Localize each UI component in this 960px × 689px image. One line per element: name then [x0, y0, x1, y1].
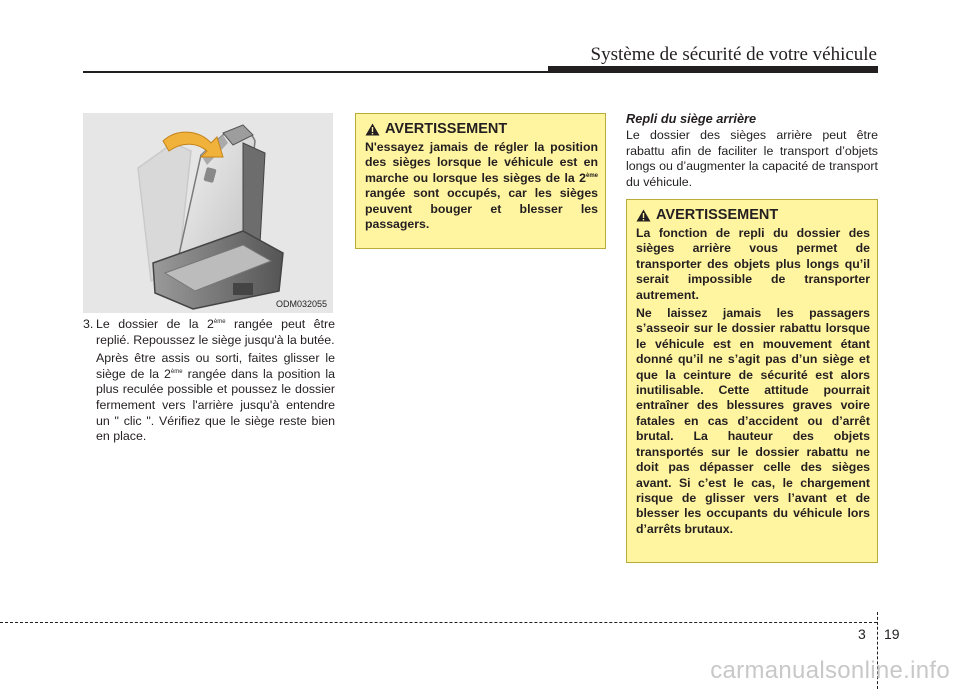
- warning-paragraph-1: La fonction de repli du dossier des sièges arrière vous permet de transporter des objets plus longs qu’il serait impossible de transporter autrement.: [636, 226, 870, 302]
- page-number: 19: [884, 626, 900, 642]
- seat-drawing: [83, 113, 333, 313]
- warning-text: N'essayez jamais de régler la position des sièges lorsque le véhicule est en marche ou lorsque les sièges de la 2ème rangée sont occupés, car les sièges peuvent bouger et blesser les passagers.: [365, 140, 598, 232]
- step-paragraph-2: Après être assis ou sorti, faites glisser le siège de la 2ème rangée dans la position la plus reculée possible et poussez le dossier fermement vers l'arrière jusqu'à entendre un " clic ". Vérifiez que le siège reste bien en place.: [96, 351, 335, 444]
- step-3: [83, 317, 335, 448]
- section-heading: Repli du siège arrière: [626, 111, 757, 126]
- warning-triangle-icon: [636, 209, 651, 222]
- step-number: 3.: [83, 317, 94, 331]
- figure-code: ODM032055: [275, 299, 327, 309]
- warning-text: [636, 226, 870, 537]
- chapter-number: 3: [858, 626, 866, 642]
- warning-title: AVERTISSEMENT: [636, 207, 870, 223]
- warning-title: AVERTISSEMENT: [365, 121, 598, 137]
- step-paragraph-1: Le dossier de la 2ème rangée peut être replié. Repoussez le siège jusqu'à la butée.: [96, 317, 335, 347]
- seat-fold-illustration: [83, 113, 333, 313]
- header-rule-accent: [548, 66, 878, 72]
- watermark: carmanualsonline.info: [710, 657, 950, 684]
- section-text: Le dossier des sièges arrière peut être rabattu afin de faciliter le transport d’objets longs ou d’augmenter la capacité de transport du véhicule.: [626, 128, 878, 189]
- warning-paragraph-2: Ne laissez jamais les passagers s’asseoir sur le dossier rabattu lorsque le véhicule est en mouvement étant donné qu’il ne s’agit pas d’un siège et que la ceinture de sécurité est alors inutilisable. Cette attitude pourrait entraîner des blessures graves voire fatales en cas d’accident ou d’arrêt brutal. La hauteur des objets transportés sur le dossier rabattu ne doit pas dépasser celle des sièges avant. Si c’est le cas, le chargement risque de glisser vers l’avant et de blesser les occupants du véhicule lors d’arrêts brutaux.: [636, 306, 870, 536]
- warning-triangle-icon: [365, 123, 380, 136]
- warning-box-2: [626, 199, 878, 563]
- warning-box-1: [355, 113, 606, 249]
- header-title: Système de sécurité de votre véhicule: [590, 44, 877, 65]
- footer-rule: [0, 622, 877, 623]
